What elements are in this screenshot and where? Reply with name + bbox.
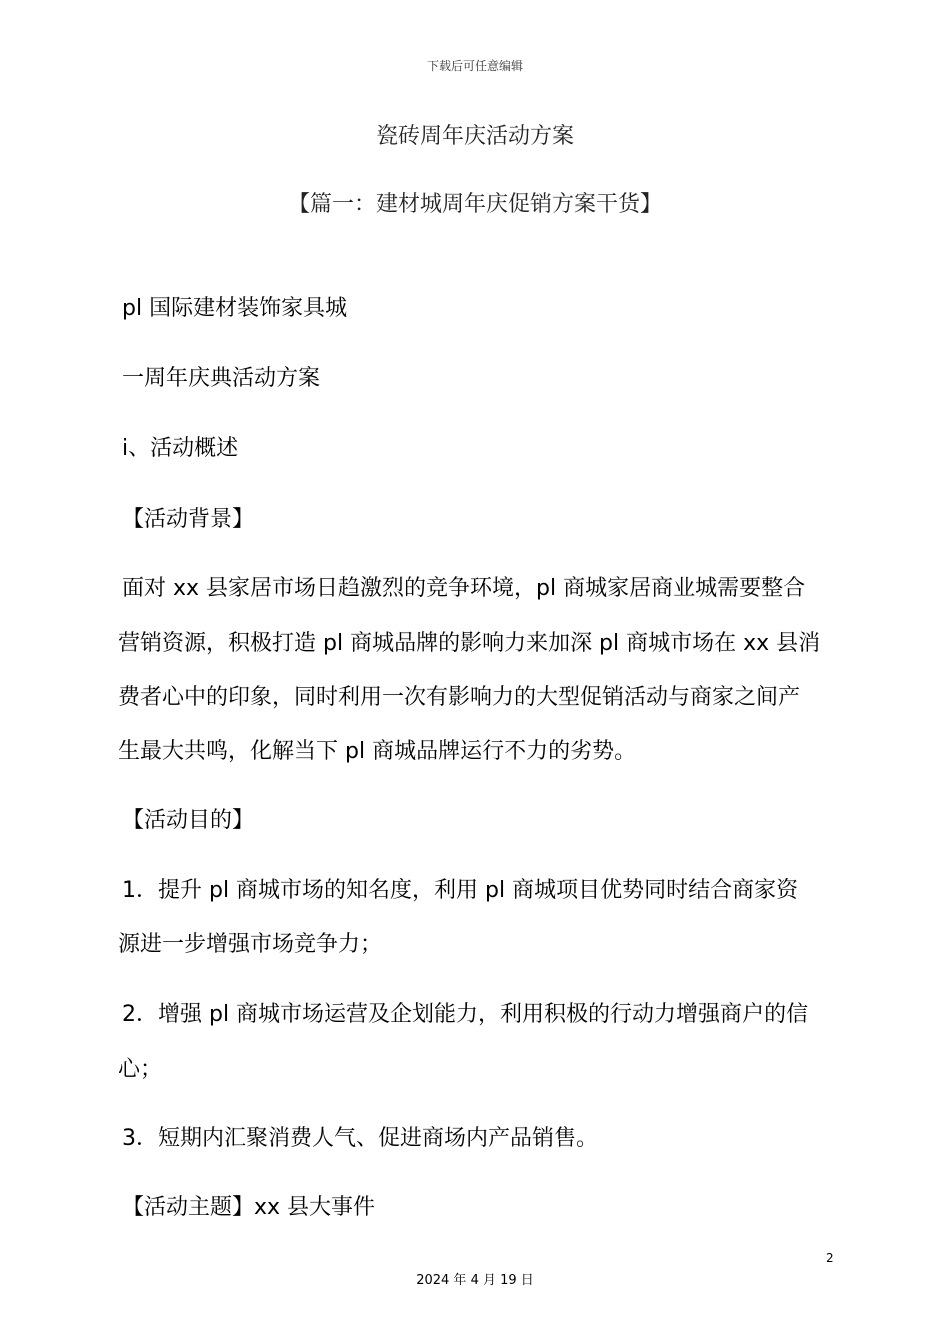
list-item-3: 3．短期内汇聚消费人气、促进商场内产品销售。 <box>122 1126 598 1151</box>
paragraph-line: 生最大共鸣，化解当下 pl 商城品牌运行不力的劣势。 <box>118 739 637 764</box>
document-subtitle: 【篇一：建材城周年庆促销方案干货】 <box>287 192 662 217</box>
list-item-1-continued: 源进一步增强市场竞争力； <box>118 932 383 957</box>
list-item-1: 1．提升 pl 商城市场的知名度，利用 pl 商城项目优势同时结合商家资 <box>122 878 799 903</box>
list-item-2: 2．增强 pl 商城市场运营及企划能力，利用积极的行动力增强商户的信 <box>122 1002 809 1027</box>
section-heading: i、活动概述 <box>122 436 239 461</box>
background-heading: 【活动背景】 <box>122 507 255 532</box>
theme-line: 【活动主题】xx 县大事件 <box>122 1195 376 1220</box>
document-title: 瓷砖周年庆活动方案 <box>375 124 574 149</box>
paragraph-line: 营销资源，积极打造 pl 商城品牌的影响力来加深 pl 商城市场在 xx 县消 <box>118 631 821 656</box>
plan-title-line: 一周年庆典活动方案 <box>122 366 321 391</box>
paragraph-line: 面对 xx 县家居市场日趋激烈的竞争环境，pl 商城家居商业城需要整合 <box>122 576 806 601</box>
paragraph-line: 费者心中的印象，同时利用一次有影响力的大型促销活动与商家之间产 <box>118 685 801 710</box>
page-number: 2 <box>826 1251 834 1265</box>
header-note: 下载后可任意编辑 <box>426 59 523 73</box>
company-name-line: pl 国际建材装饰家具城 <box>122 296 348 321</box>
list-item-2-continued: 心； <box>118 1057 163 1082</box>
footer-date: 2024 年 4 月 19 日 <box>416 1273 534 1288</box>
purpose-heading: 【活动目的】 <box>122 808 255 833</box>
